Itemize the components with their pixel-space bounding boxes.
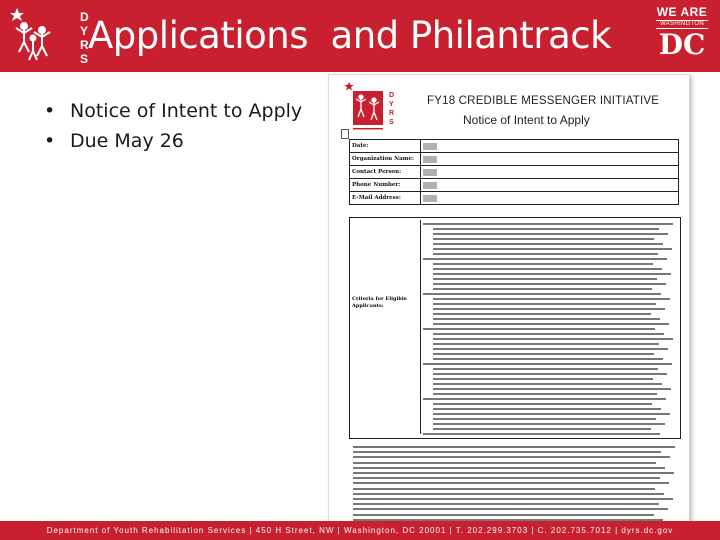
illegible-text-line [433,268,662,270]
field-organization-value [421,153,679,166]
slide-title: Applications and Philantrack [88,14,612,57]
illegible-text-line [353,451,661,453]
illegible-text-line [433,393,657,395]
people-figures-icon [16,23,50,60]
illegible-text-line [433,228,659,230]
illegible-text-line [433,353,654,355]
illegible-text-line [433,283,666,285]
bullet-due-date: • Due May 26 [44,126,302,156]
illegible-text-line [433,358,663,360]
illegible-text-line [433,343,659,345]
illegible-text-line [353,488,655,490]
form-row-email [350,192,679,205]
eligibility-criteria-section [349,217,681,439]
illegible-text-line [353,498,673,500]
field-contact-label: Contact Person: [350,166,421,179]
field-phone-label: Phone Number: [350,179,421,192]
field-email-label: E-Mail Address: [350,192,421,205]
illegible-text-line [433,233,668,235]
illegible-text-line [433,388,671,390]
field-date-value [421,140,679,153]
field-email-value [421,192,679,205]
bullet-notice-of-intent: • Notice of Intent to Apply [44,96,302,126]
illegible-text-line [433,313,651,315]
illegible-text-line [353,508,668,510]
illegible-text-line [423,363,672,365]
illegible-text-line [433,378,653,380]
notice-document-image [328,74,690,526]
illegible-text-line [433,418,656,420]
illegible-text-line [353,467,665,469]
form-row-organization [350,153,679,166]
illegible-text-line [423,433,660,435]
illegible-text-line [433,428,651,430]
illegible-text-line [433,368,658,370]
field-phone-value [421,179,679,192]
illegible-text-line [353,514,654,516]
illegible-text-line [353,446,675,448]
illegible-text-line [423,223,673,225]
illegible-text-line [423,328,655,330]
doc-star-icon [344,82,354,91]
we-are-washington-dc-badge [648,6,716,66]
doc-logo-letter-r: R [389,110,395,117]
illegible-text-line [433,403,652,405]
logo-letter-r: R [80,38,89,52]
illegible-text-line [433,253,658,255]
illegible-text-line [353,503,659,505]
illegible-text-line [353,493,664,495]
field-contact-value [421,166,679,179]
bullet-list [44,96,302,156]
illegible-text-line [433,373,667,375]
footer-contact-text: Department of Youth Rehabilitation Services | 450 H Street, NW | Washington, DC 20001 | T. 202.299.3703 | C. 202.735.7012 | dyrs.dc.gov [46,526,674,535]
illegible-text-line [433,238,654,240]
illegible-text-line [433,263,653,265]
form-row-date [350,140,679,153]
logo-letter-y: Y [80,24,89,38]
instructions-text-block [351,443,679,523]
illegible-text-line [423,398,666,400]
slide-header [0,0,720,72]
doc-logo-letter-s: S [389,119,394,126]
illegible-text-line [433,248,672,250]
illegible-text-line [433,288,652,290]
illegible-text-line [353,462,656,464]
document-subtitle: Notice of Intent to Apply [463,113,590,127]
logo-letter-d: D [80,10,89,24]
illegible-text-line [433,323,669,325]
field-organization-label: Organization Name: [350,153,421,166]
illegible-text-line [433,303,656,305]
illegible-text-line [433,308,665,310]
illegible-text-line [433,318,660,320]
criteria-text-block [420,220,679,434]
illegible-text-line [353,456,670,458]
slide-footer [0,521,720,540]
dyrs-document-logo [343,81,399,135]
logo-letter-s: S [80,52,89,66]
field-date-label: Date: [350,140,421,153]
document-marker [341,129,349,139]
star-icon [10,8,24,21]
form-row-phone [350,179,679,192]
illegible-text-line [433,408,661,410]
illegible-text-line [433,278,657,280]
document-title: FY18 CREDIBLE MESSENGER INITIATIVE [427,95,660,107]
illegible-text-line [433,348,668,350]
doc-logo-letter-y: Y [389,101,394,108]
illegible-text-line [433,273,671,275]
illegible-text-line [353,472,674,474]
contact-form-table [349,139,679,205]
illegible-text-line [433,423,665,425]
illegible-text-line [353,482,669,484]
illegible-text-line [433,383,662,385]
illegible-text-line [433,298,670,300]
form-row-contact [350,166,679,179]
doc-logo-letter-d: D [389,92,395,99]
illegible-text-line [353,477,660,479]
badge-dc: DC [658,28,706,61]
illegible-text-line [423,258,667,260]
illegible-text-line [433,333,664,335]
dyrs-logo [6,6,96,66]
illegible-text-line [433,413,670,415]
badge-washington: WASHINGTON [656,20,708,29]
illegible-text-line [423,293,661,295]
illegible-text-line [433,338,673,340]
badge-we-are: WE ARE [656,5,708,19]
criteria-label: Criteria for Eligible Applicants: [352,296,407,309]
illegible-text-line [433,243,663,245]
